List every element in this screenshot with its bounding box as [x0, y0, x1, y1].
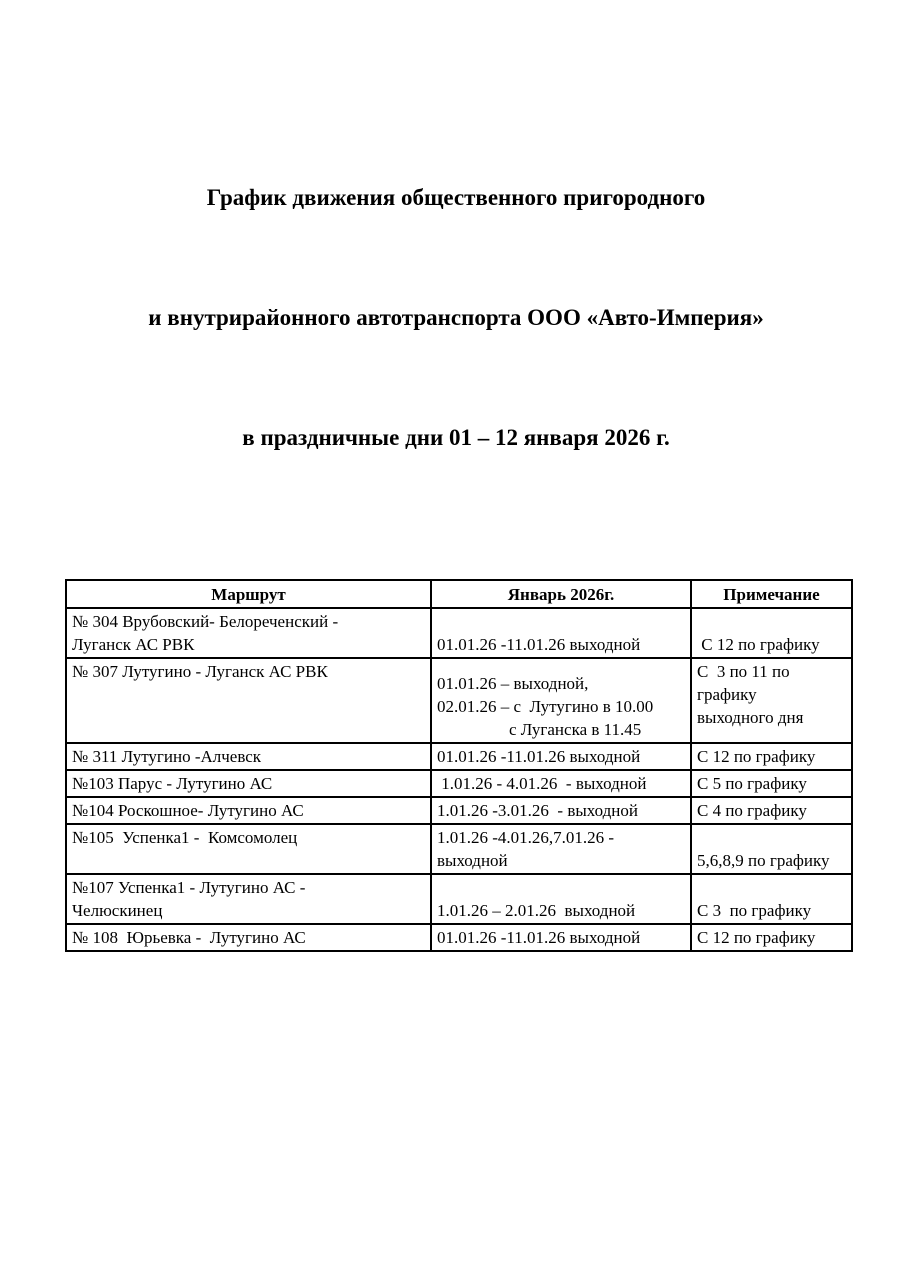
- january-cell: [431, 608, 691, 658]
- table-row: [66, 924, 852, 951]
- cell-line: 01.01.26 – выходной,: [437, 674, 589, 693]
- cell-line: С 3 по 11 по: [697, 662, 790, 681]
- cell-line: 1.01.26 -4.01.26,7.01.26 -: [437, 828, 615, 847]
- cell-line: 1.01.26 - 4.01.26 - выходной: [437, 774, 647, 793]
- cell-line: 01.01.26 -11.01.26 выходной: [437, 928, 641, 947]
- cell-line: выходной: [437, 851, 508, 870]
- january-cell: [431, 824, 691, 874]
- cell-line: 01.01.26 -11.01.26 выходной: [437, 635, 641, 654]
- cell-line: Челюскинец: [72, 901, 163, 920]
- cell-line: № 304 Врубовский- Белореченский -: [72, 612, 339, 631]
- cell-line: выходного дня: [697, 708, 804, 727]
- route-column-header: Маршрут: [66, 580, 431, 608]
- table-row: [66, 797, 852, 824]
- note-cell: [691, 824, 852, 874]
- cell-line: 5,6,8,9 по графику: [697, 851, 830, 870]
- cell-line: 01.01.26 -11.01.26 выходной: [437, 747, 641, 766]
- cell-line: №104 Роскошное- Лутугино АС: [72, 801, 304, 820]
- note-cell: [691, 743, 852, 770]
- cell-line: 1.01.26 -3.01.26 - выходной: [437, 801, 638, 820]
- note-column-header: Примечание: [691, 580, 852, 608]
- table-row: [66, 608, 852, 658]
- table-row: [66, 743, 852, 770]
- route-cell: [66, 824, 431, 874]
- january-column-header: Январь 2026г.: [431, 580, 691, 608]
- title-line-3: в праздничные дни 01 – 12 января 2026 г.: [242, 425, 670, 450]
- january-cell: [431, 770, 691, 797]
- cell-line: С 12 по графику: [697, 747, 816, 766]
- route-cell: [66, 743, 431, 770]
- table-row: [66, 824, 852, 874]
- route-cell: [66, 608, 431, 658]
- cell-line: 02.01.26 – с Лутугино в 10.00: [437, 697, 654, 716]
- table-row: [66, 874, 852, 924]
- cell-line: С 12 по графику: [697, 928, 816, 947]
- january-cell: [431, 924, 691, 951]
- route-cell: [66, 658, 431, 743]
- note-cell: [691, 874, 852, 924]
- cell-line: Луганск АС РВК: [72, 635, 195, 654]
- note-cell: [691, 770, 852, 797]
- cell-line: № 311 Лутугино -Алчевск: [72, 747, 262, 766]
- table-header-row: [66, 580, 852, 608]
- schedule-table: [65, 579, 853, 952]
- table-row: [66, 770, 852, 797]
- table-row: [66, 658, 852, 743]
- cell-line: с Луганска в 11.45: [509, 720, 642, 739]
- cell-line: №103 Парус - Лутугино АС: [72, 774, 273, 793]
- january-cell: [431, 874, 691, 924]
- january-cell: [431, 743, 691, 770]
- note-cell: [691, 797, 852, 824]
- cell-line: С 5 по графику: [697, 774, 807, 793]
- cell-line: №107 Успенка1 - Лутугино АС -: [72, 878, 306, 897]
- cell-line: С 4 по графику: [697, 801, 807, 820]
- january-cell: [431, 658, 691, 743]
- title-line-2: и внутрирайонного автотранспорта ООО «Авто-Империя»: [148, 305, 764, 330]
- route-cell: [66, 770, 431, 797]
- title-line-1: График движения общественного пригородного: [206, 185, 706, 210]
- cell-line: № 307 Лутугино - Луганск АС РВК: [72, 662, 328, 681]
- cell-line: № 108 Юрьевка - Лутугино АС: [72, 928, 306, 947]
- cell-line: С 3 по графику: [697, 901, 812, 920]
- cell-line: С 12 по графику: [697, 635, 820, 654]
- route-cell: [66, 797, 431, 824]
- note-cell: [691, 924, 852, 951]
- route-cell: [66, 924, 431, 951]
- january-cell: [431, 797, 691, 824]
- note-cell: [691, 608, 852, 658]
- cell-line: №105 Успенка1 - Комсомолец: [72, 828, 298, 847]
- document-title: [60, 98, 852, 538]
- cell-line: графику: [697, 685, 757, 704]
- note-cell: [691, 658, 852, 743]
- route-cell: [66, 874, 431, 924]
- cell-line: 1.01.26 – 2.01.26 выходной: [437, 901, 636, 920]
